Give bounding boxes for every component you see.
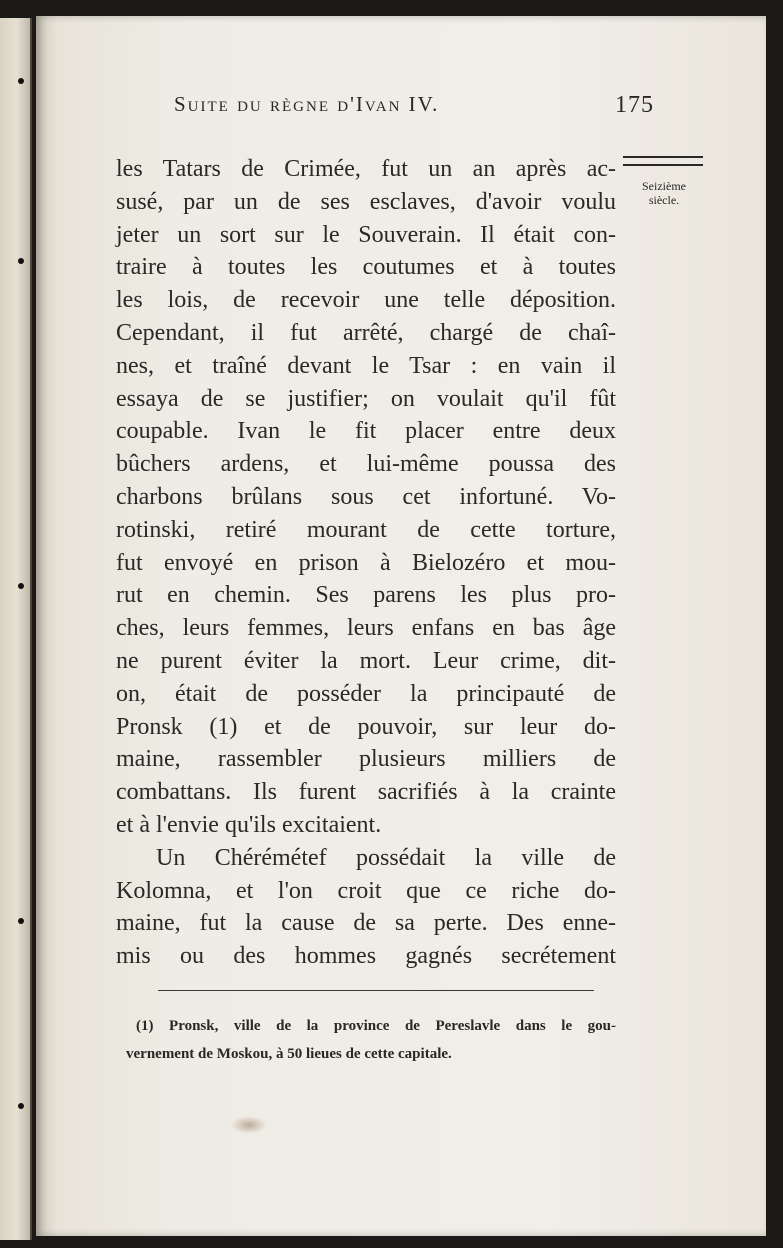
text-line: maine, rassembler plusieurs milliers de xyxy=(116,746,616,773)
margin-note-line: Seizième xyxy=(642,179,686,193)
text-line: bûchers ardens, et lui-même poussa des xyxy=(116,451,616,478)
text-line: Cependant, il fut arrêté, chargé de chaî- xyxy=(116,319,616,346)
text-line: coupable. Ivan le fit placer entre deux xyxy=(116,418,616,445)
text-line: traire à toutes les coutumes et à toutes xyxy=(116,254,616,281)
binding-mark xyxy=(18,1103,24,1109)
text-line: rut en chemin. Ses parens les plus pro- xyxy=(116,582,616,609)
binding-mark xyxy=(18,918,24,924)
footnote-line: (1) Pronsk, ville de la province de Pereslavle dans le gou- xyxy=(136,1018,616,1034)
paper-stain xyxy=(231,1116,267,1134)
text-line: les Tatars de Crimée, fut un an après ac- xyxy=(116,156,616,182)
binding-mark xyxy=(18,258,24,264)
footnote-line: vernement de Moskou, à 50 lieues de cette capitale. xyxy=(126,1046,452,1062)
text-line: mis ou des hommes gagnés secrétement xyxy=(116,943,616,970)
margin-double-rule xyxy=(623,156,703,166)
text-line: nes, et traîné devant le Tsar : en vain il xyxy=(116,352,616,379)
text-line: susé, par un de ses esclaves, d'avoir voulu xyxy=(116,188,616,215)
binding-mark xyxy=(18,78,24,84)
text-line: les lois, de recevoir une telle déposition. xyxy=(116,287,616,314)
footnote-rule xyxy=(158,990,594,991)
body-text xyxy=(116,153,616,973)
text-line: combattans. Ils furent sacrifiés à la crainte xyxy=(116,779,616,806)
text-line: Kolomna, et l'on croit que ce riche do- xyxy=(116,877,616,904)
text-line: Un Chérémétef possédait la ville de xyxy=(156,844,616,871)
margin-note xyxy=(624,179,704,207)
running-head xyxy=(174,92,654,124)
text-line: essaya de se justifier; on voulait qu'il fût xyxy=(116,385,616,412)
page-number: 175 xyxy=(615,92,654,118)
text-line: fut envoyé en prison à Bielozéro et mou- xyxy=(116,549,616,576)
text-line: charbons brûlans sous cet infortuné. Vo- xyxy=(116,483,616,510)
margin-note-line: siècle. xyxy=(648,193,680,207)
text-line: Pronsk (1) et de pouvoir, sur leur do- xyxy=(116,713,616,740)
text-line: rotinski, retiré mourant de cette torture, xyxy=(116,516,616,543)
binding-mark xyxy=(18,583,24,589)
text-line: ches, leurs femmes, leurs enfans en bas âge xyxy=(116,615,616,642)
text-line: jeter un sort sur le Souverain. Il était con- xyxy=(116,221,616,248)
text-line: et à l'envie qu'ils excitaient. xyxy=(116,811,382,838)
previous-page-edge xyxy=(0,18,32,1240)
running-title: Suite du règne d'Ivan IV. xyxy=(174,92,440,116)
text-line: maine, fut la cause de sa perte. Des enne- xyxy=(116,910,616,937)
text-line: ne purent éviter la mort. Leur crime, dit- xyxy=(116,647,616,674)
footnote xyxy=(126,1012,616,1068)
book-page xyxy=(36,16,766,1236)
text-line: on, était de posséder la principauté de xyxy=(116,680,616,707)
